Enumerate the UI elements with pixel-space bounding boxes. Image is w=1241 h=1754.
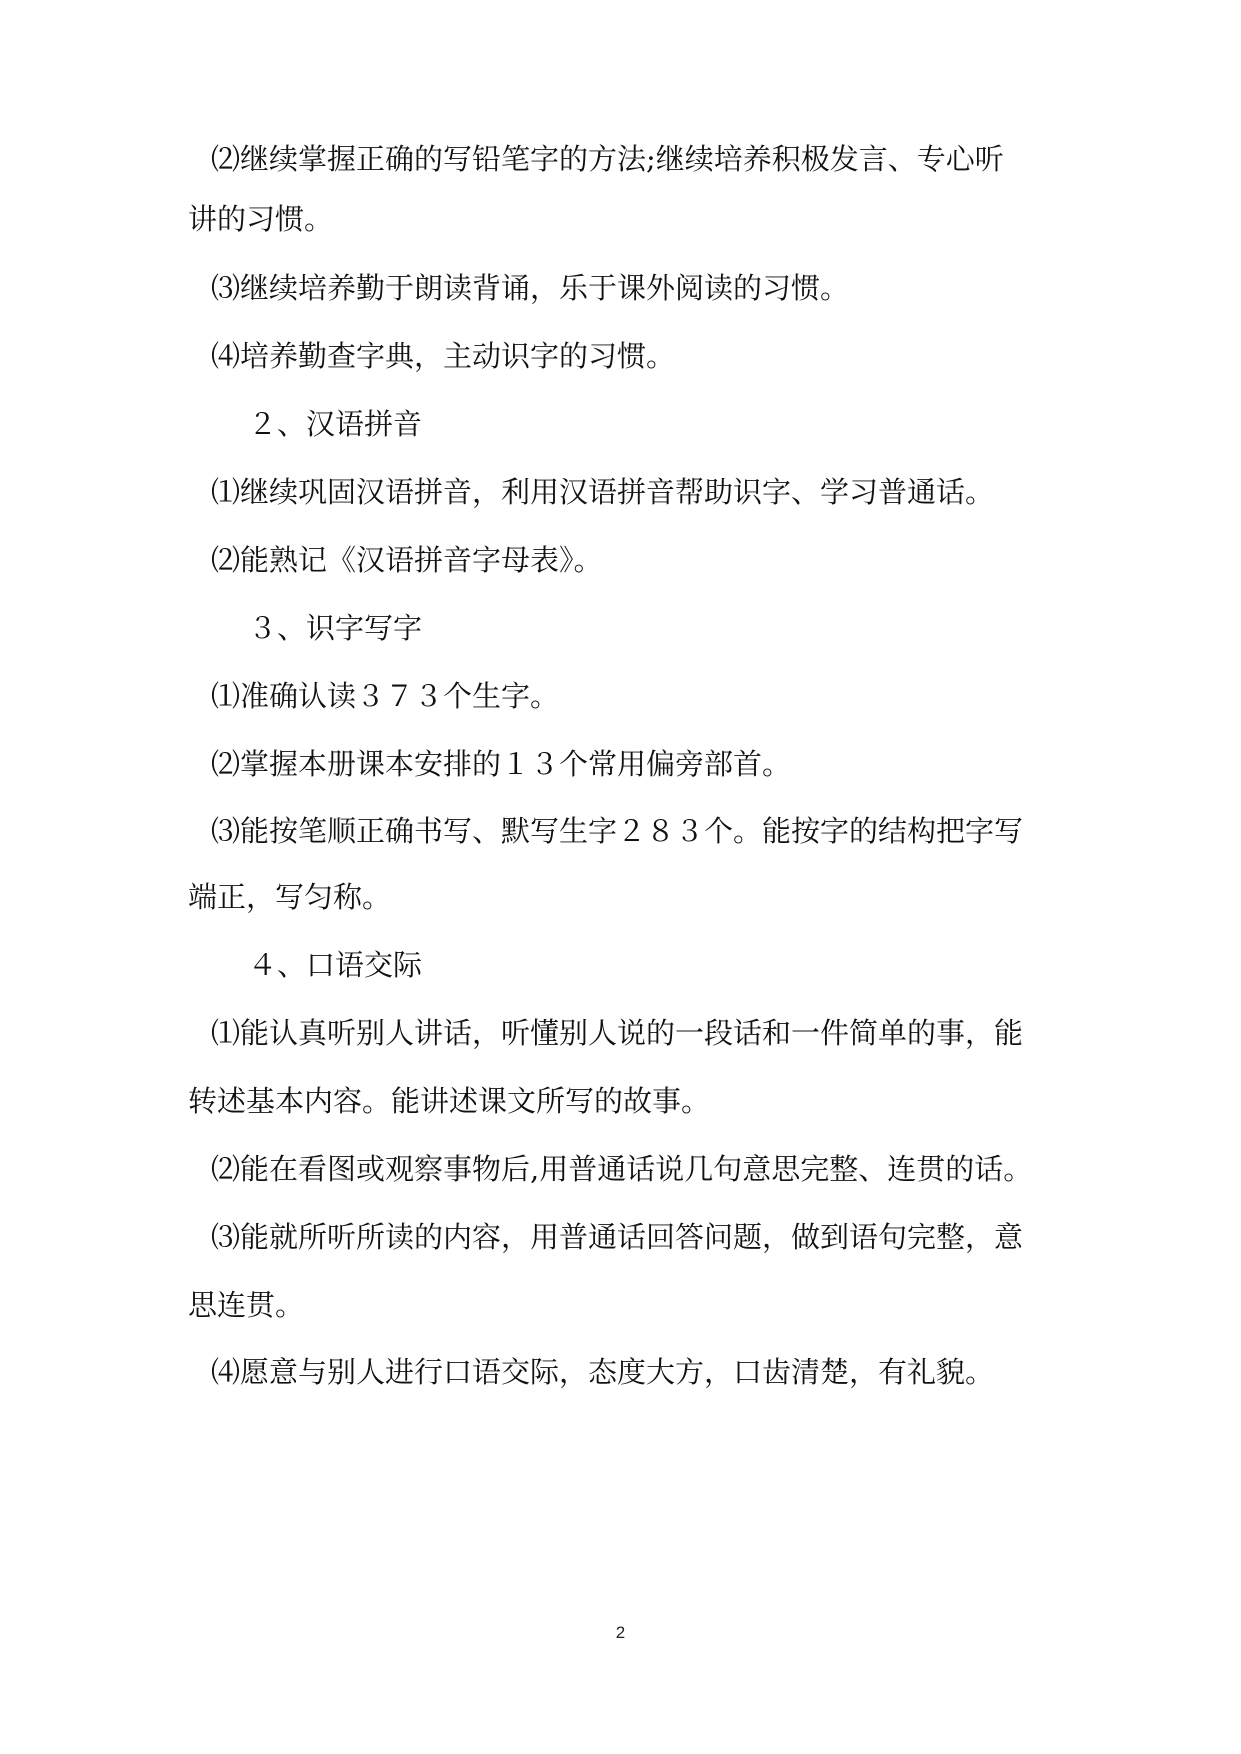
paragraph-habit-2-line-1: ⑵继续掌握正确的写铅笔字的方法;继续培养积极发言、专心听 [211, 142, 1004, 176]
paragraph-literacy-2: ⑵掌握本册课本安排的１３个常用偏旁部首。 [211, 747, 792, 781]
paragraph-habit-2-line-2: 讲的习惯。 [188, 202, 334, 236]
paragraph-speaking-3-line-2: 思连贯。 [188, 1288, 305, 1322]
paragraph-literacy-1: ⑴准确认读３７３个生字。 [211, 679, 560, 713]
section-heading-literacy: ３、识字写字 [248, 611, 423, 645]
paragraph-pinyin-2: ⑵能熟记《汉语拼音字母表》。 [211, 543, 603, 577]
paragraph-speaking-2: ⑵能在看图或观察事物后,用普通话说几句意思完整、连贯的话。 [211, 1152, 1033, 1186]
paragraph-pinyin-1: ⑴继续巩固汉语拼音，利用汉语拼音帮助识字、学习普通话。 [211, 475, 995, 509]
paragraph-habit-4: ⑷培养勤查字典，主动识字的习惯。 [211, 339, 676, 373]
paragraph-habit-3: ⑶继续培养勤于朗读背诵，乐于课外阅读的习惯。 [211, 271, 850, 305]
paragraph-speaking-3-line-1: ⑶能就所听所读的内容，用普通话回答问题，做到语句完整，意 [211, 1220, 1024, 1254]
section-heading-pinyin: ２、汉语拼音 [248, 407, 423, 441]
paragraph-speaking-1-line-1: ⑴能认真听别人讲话，听懂别人说的一段话和一件简单的事，能 [211, 1016, 1024, 1050]
paragraph-literacy-3-line-2: 端正，写匀称。 [188, 880, 392, 914]
paragraph-speaking-1-line-2: 转述基本内容。能讲述课文所写的故事。 [188, 1084, 711, 1118]
paragraph-speaking-4: ⑷愿意与别人进行口语交际，态度大方，口齿清楚，有礼貌。 [211, 1355, 995, 1389]
section-heading-speaking: ４、口语交际 [248, 948, 423, 982]
paragraph-literacy-3-line-1: ⑶能按笔顺正确书写、默写生字２８３个。能按字的结构把字写 [211, 814, 1024, 848]
page-number: 2 [615, 1623, 626, 1642]
